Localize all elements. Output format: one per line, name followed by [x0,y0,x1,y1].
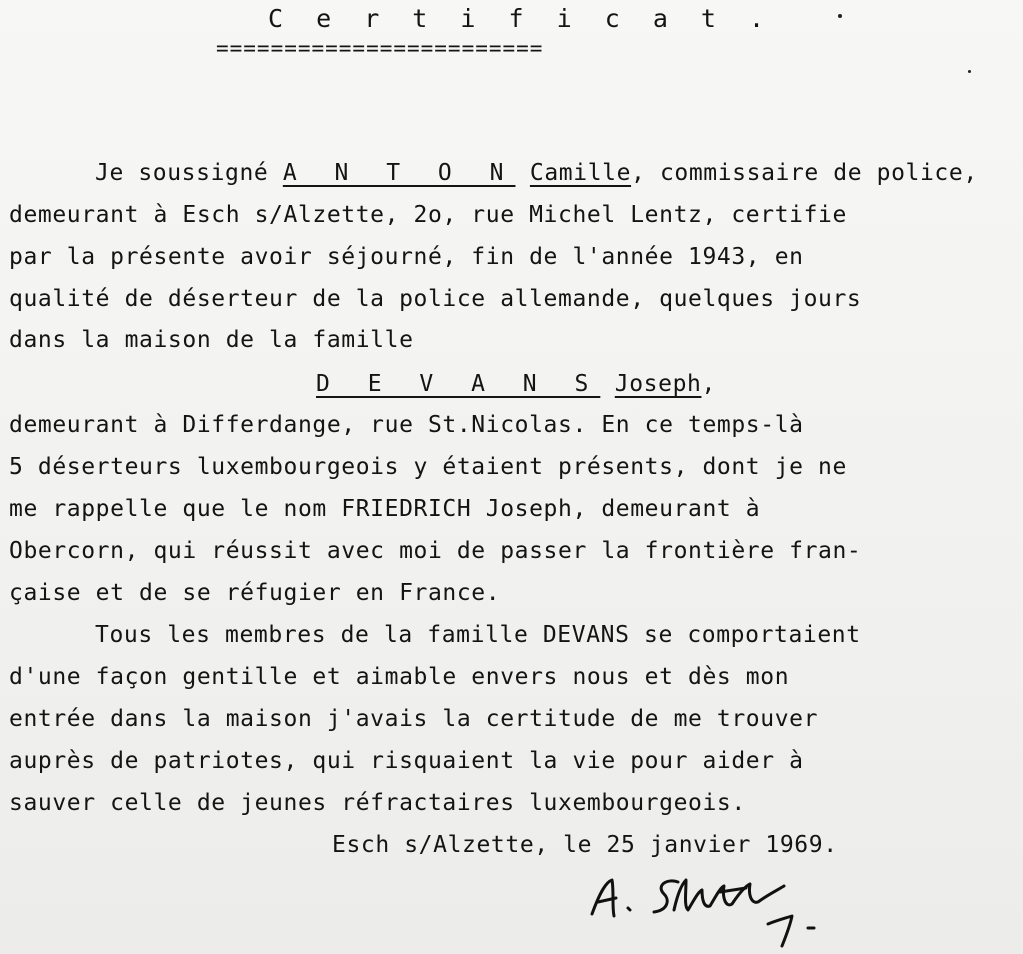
text-line-4: qualité de déserteur de la police allemande, quelques jours [9,286,862,312]
name-firstname-joseph: Joseph [614,371,702,397]
title-underline: ======================== [216,36,544,60]
paper-speck [968,70,971,73]
text-line-10: Obercorn, qui réussit avec moi de passer la frontière fran- [9,538,862,564]
text-line-11: çaise et de se réfugier en France. [9,580,501,606]
text-line-5: dans la maison de la famille [9,327,414,353]
text-line-1 [95,162,978,185]
text-line-8: 5 déserteurs luxembourgeois y étaient présents, dont je ne [9,454,847,480]
text-line-3: par la présente avoir séjourné, fin de l'année 1943, en [9,244,804,270]
text-line-15: auprès de patriotes, qui risquaient la vie pour aider à [9,748,804,774]
line-1-post: , commissaire de police, [631,160,978,186]
text-line-7: demeurant à Differdange, rue St.Nicolas. En ce temps-là [9,412,804,438]
text-line-9: me rappelle que le nom FRIEDRICH Joseph, demeurant à [9,496,761,522]
line-1-gap [515,160,529,186]
line-1-pre: Je soussigné [95,160,283,186]
line-6-gap [600,371,614,397]
date-line: Esch s/Alzette, le 25 janvier 1969. [332,832,838,858]
text-line-16: sauver celle de jeunes réfractaires luxembourgeois. [9,790,746,816]
text-line-12: Tous les membres de la famille DEVANS se comportaient [95,622,861,648]
line-6-post: , [701,371,716,397]
text-line-14: entrée dans la maison j'avais la certitude de me trouver [9,706,819,732]
name-firstname-camille: Camille [529,160,632,186]
name-surname-anton: A N T O N [282,160,516,186]
text-line-6 [316,373,716,396]
document-title: C e r t i f i c a t . [268,4,774,33]
name-surname-devans: D E V A N S [316,371,601,397]
handwritten-signature [570,862,860,952]
text-line-13: d'une façon gentille et aimable envers nous et dès mon [9,664,790,690]
paper-speck [838,14,842,18]
text-line-2: demeurant à Esch s/Alzette, 2o, rue Michel Lentz, certifie [9,202,847,228]
